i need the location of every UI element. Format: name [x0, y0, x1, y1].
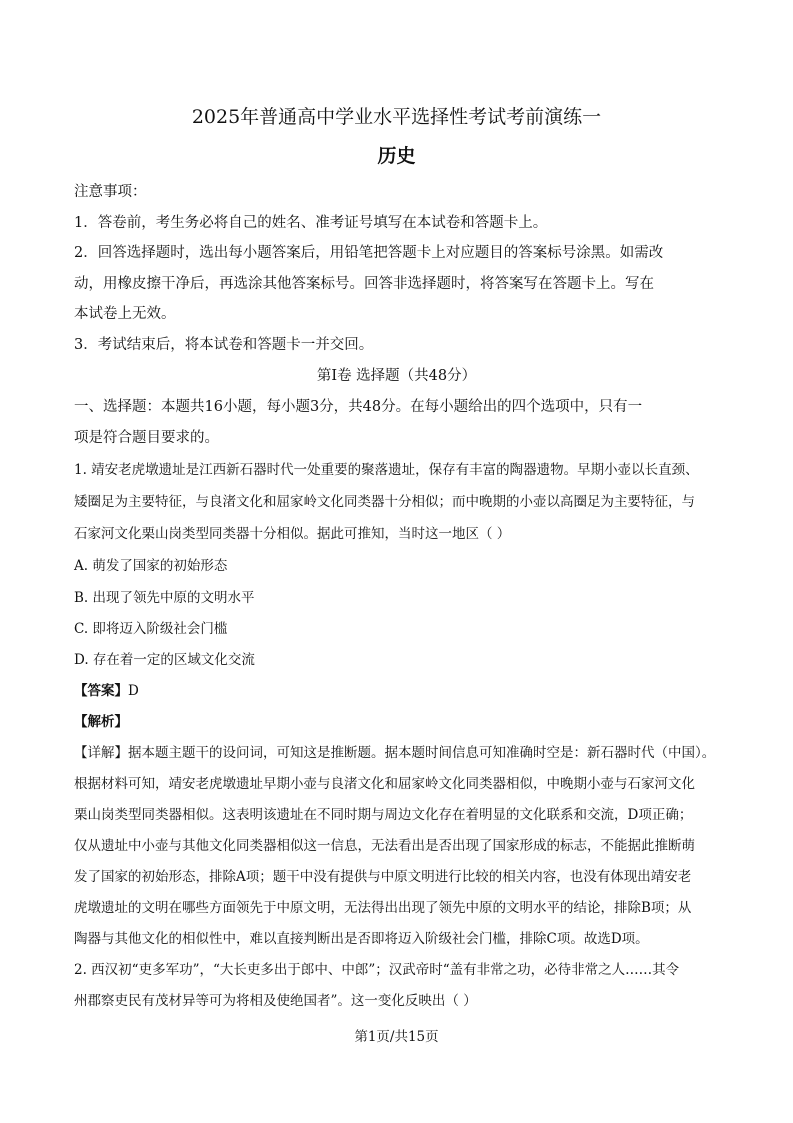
detail-line: 虎墩遗址的文明在哪些方面领先于中原文明，无法得出出现了领先中原的文明水平的结论，排除B项；从: [74, 900, 692, 916]
detail-line: 陶器与其他文化的相似性中，难以直接判断出是否即将迈入阶级社会门槛，排除C项。故选D项。: [74, 931, 649, 947]
section-intro: 一、选择题：本题共16小题，每小题3分，共48分。在每小题给出的四个选项中，只有一: [74, 399, 643, 415]
detail-line: 栗山岗类型同类器相似。这表明该遗址在不同时期与周边文化存在着明显的文化联系和交流，D项正确；: [74, 807, 693, 823]
option-c: C. 即将迈入阶级社会门槛: [74, 621, 228, 637]
notice-item: 3．考试结束后，将本试卷和答题卡一并交回。: [74, 337, 374, 353]
section-title: 第Ⅰ卷 选择题（共48分）: [316, 368, 477, 384]
page-footer: 第1页/共15页: [354, 1029, 439, 1045]
notice-item: 1．答卷前，考生务必将自己的姓名、准考证号填写在本试卷和答题卡上。: [74, 215, 548, 231]
detail-line: 发了国家的初始形态，排除A项；题干中没有提供与中原文明进行比较的相关内容，也没有体现出靖安老: [74, 869, 692, 885]
exam-title: 2025年普通高中学业水平选择性考试考前演练一: [191, 106, 602, 128]
notice-heading: 注意事项：: [74, 184, 147, 200]
subject-title: 历史: [377, 145, 416, 167]
analysis-label: 【解析】: [74, 714, 128, 730]
option-d: D. 存在着一定的区域文化交流: [74, 652, 255, 668]
notice-item: 2．回答选择题时，选出每小题答案后，用铅笔把答题卡上对应题目的答案标号涂黑。如需改: [74, 245, 664, 261]
question-1-stem: 矮圈足为主要特征，与良渚文化和屈家岭文化同类器十分相似；而中晚期的小壶以高圈足为主要特征，与: [74, 494, 695, 510]
detail-line: 根据材料可知，靖安老虎墩遗址早期小壶与良渚文化和屈家岭文化同类器相似，中晚期小壶与石家河文化: [74, 776, 695, 792]
question-2-stem: 州郡察吏民有茂材异等可为将相及使绝国者”。这一变化反映出（ ）: [74, 993, 477, 1009]
answer-label: 【答案】: [74, 683, 128, 699]
detail-line: 【详解】据本题主题干的设问词，可知这是推断题。据本题时间信息可知准确时空是：新石器时代（中国）。: [74, 745, 716, 761]
section-intro: 项是符合题目要求的。: [74, 430, 219, 446]
question-1-stem: 1. 靖安老虎墩遗址是江西新石器时代一处重要的聚落遗址，保存有丰富的陶器遗物。早期小壶以长直颈、: [74, 462, 699, 478]
notice-item: 动，用橡皮擦干净后，再选涂其他答案标号。回答非选择题时，将答案写在答题卡上。写在: [74, 276, 654, 292]
notice-item: 本试卷上无效。: [74, 306, 176, 322]
detail-line: 仅从遗址中小壶与其他文化同类器相似这一信息，无法看出是否出现了国家形成的标志，不能据此推断萌: [74, 838, 695, 854]
question-2-stem: 2. 西汉初“吏多军功”，“大长吏多出于郎中、中郎”；汉武帝时“盖有非常之功，必待非常之人……其令: [74, 962, 680, 978]
option-b: B. 出现了领先中原的文明水平: [74, 590, 255, 606]
option-a: A. 萌发了国家的初始形态: [74, 558, 228, 574]
answer-line: [74, 679, 734, 699]
answer-value: D: [128, 683, 139, 699]
question-1-stem: 石家河文化栗山岗类型同类器十分相似。据此可推知，当时这一地区（ ）: [74, 526, 511, 542]
